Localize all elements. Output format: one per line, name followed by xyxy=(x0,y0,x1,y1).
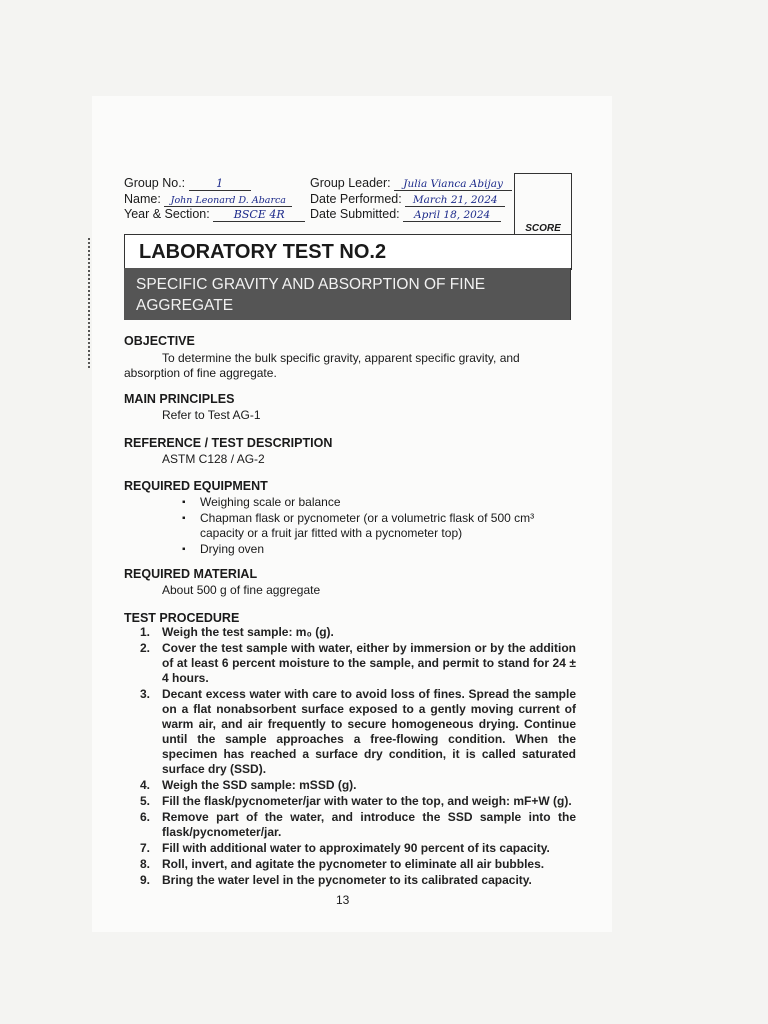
procedure-step xyxy=(140,873,576,888)
procedure-step xyxy=(140,625,576,640)
objective-heading: OBJECTIVE xyxy=(124,334,195,348)
page-title: LABORATORY TEST NO.2 xyxy=(139,241,387,263)
score-label: SCORE xyxy=(525,223,561,234)
group-no-value: 1 xyxy=(189,177,251,191)
name-label: Name: xyxy=(124,192,161,206)
equipment-item: ▪ Drying oven xyxy=(182,542,577,557)
step-number: 9. xyxy=(140,873,151,887)
main-principles-text: Refer to Test AG-1 xyxy=(162,408,261,422)
procedure-step xyxy=(140,810,576,840)
material-heading: REQUIRED MATERIAL xyxy=(124,567,258,581)
step-number: 8. xyxy=(140,857,151,871)
objective-text-line2: absorption of fine aggregate. xyxy=(124,366,277,380)
step-number: 1. xyxy=(140,625,151,639)
step-number: 4. xyxy=(140,778,151,792)
step-text: Cover the test sample with water, either by immersion or by the addition of at least 6 percent moisture to the sample, and permit to stand for 24 ± 4 hours. xyxy=(162,641,576,685)
procedure-heading: TEST PROCEDURE xyxy=(124,611,240,625)
page-number: 13 xyxy=(336,893,350,907)
equipment-item: ▪ Chapman flask or pycnometer (or a volumetric flask of 500 cm³ capacity or a fruit jar fitted with a pycnometer top) xyxy=(182,511,577,541)
subtitle-box xyxy=(124,268,571,320)
step-number: 3. xyxy=(140,687,151,701)
date-performed-label: Date Performed: xyxy=(310,192,402,206)
title-box xyxy=(124,234,572,270)
step-text: Roll, invert, and agitate the pycnometer to eliminate all air bubbles. xyxy=(162,857,545,871)
score-box xyxy=(514,173,572,237)
main-principles-heading: MAIN PRINCIPLES xyxy=(124,392,235,406)
reference-text: ASTM C128 / AG-2 xyxy=(162,452,265,466)
procedure-steps xyxy=(140,625,576,889)
date-performed-value: March 21, 2024 xyxy=(405,194,505,207)
step-text: Weigh the test sample: m₀ (g). xyxy=(162,625,334,639)
group-leader-field xyxy=(310,176,512,191)
group-no-field xyxy=(124,176,251,191)
material-text: About 500 g of fine aggregate xyxy=(162,583,321,597)
equipment-item: ▪ Weighing scale or balance xyxy=(182,495,577,510)
name-field xyxy=(124,192,292,207)
equipment-list xyxy=(182,495,577,558)
name-value: John Leonard D. Abarca xyxy=(164,195,292,207)
year-section-field xyxy=(124,207,305,222)
group-no-label: Group No.: xyxy=(124,176,186,190)
step-number: 7. xyxy=(140,841,151,855)
procedure-step xyxy=(140,641,576,686)
step-text: Fill the flask/pycnometer/jar with water to the top, and weigh: mF+W (g). xyxy=(162,794,572,808)
step-text: Decant excess water with care to avoid loss of fines. Spread the sample on a flat nonabsorbent surface exposed to a gently moving current of warm air, and air frequently to secure homogeneous drying. Continue until the sample approaches a free-flowing condition. When the specimen has reached a surface dry condition, it is called saturated surface dry (SSD). xyxy=(162,687,576,776)
procedure-step xyxy=(140,857,576,872)
step-text: Fill with additional water to approximately 90 percent of its capacity. xyxy=(162,841,550,855)
page-subtitle: SPECIFIC GRAVITY AND ABSORPTION OF FINE AGGREGATE xyxy=(136,276,486,314)
procedure-step xyxy=(140,841,576,856)
date-submitted-label: Date Submitted: xyxy=(310,207,400,221)
equipment-heading: REQUIRED EQUIPMENT xyxy=(124,479,268,493)
procedure-step xyxy=(140,794,576,809)
step-text: Bring the water level in the pycnometer to its calibrated capacity. xyxy=(162,873,532,887)
step-number: 2. xyxy=(140,641,151,655)
reference-heading: REFERENCE / TEST DESCRIPTION xyxy=(124,436,333,450)
year-section-label: Year & Section: xyxy=(124,207,210,221)
step-number: 6. xyxy=(140,810,151,824)
group-leader-label: Group Leader: xyxy=(310,176,391,190)
step-text: Weigh the SSD sample: mSSD (g). xyxy=(162,778,357,792)
date-submitted-field xyxy=(310,207,501,222)
step-number: 5. xyxy=(140,794,151,808)
procedure-step xyxy=(140,778,576,793)
step-text: Remove part of the water, and introduce the SSD sample into the flask/pycnometer/jar. xyxy=(162,810,576,839)
date-submitted-value: April 18, 2024 xyxy=(403,209,501,222)
procedure-step xyxy=(140,687,576,777)
date-performed-field xyxy=(310,192,505,207)
group-leader-value: Julia Vianca Abijay xyxy=(394,178,512,191)
perforation-edge xyxy=(88,238,92,368)
objective-text-line1: To determine the bulk specific gravity, apparent specific gravity, and xyxy=(162,351,520,365)
year-section-value: BSCE 4R xyxy=(213,208,305,222)
